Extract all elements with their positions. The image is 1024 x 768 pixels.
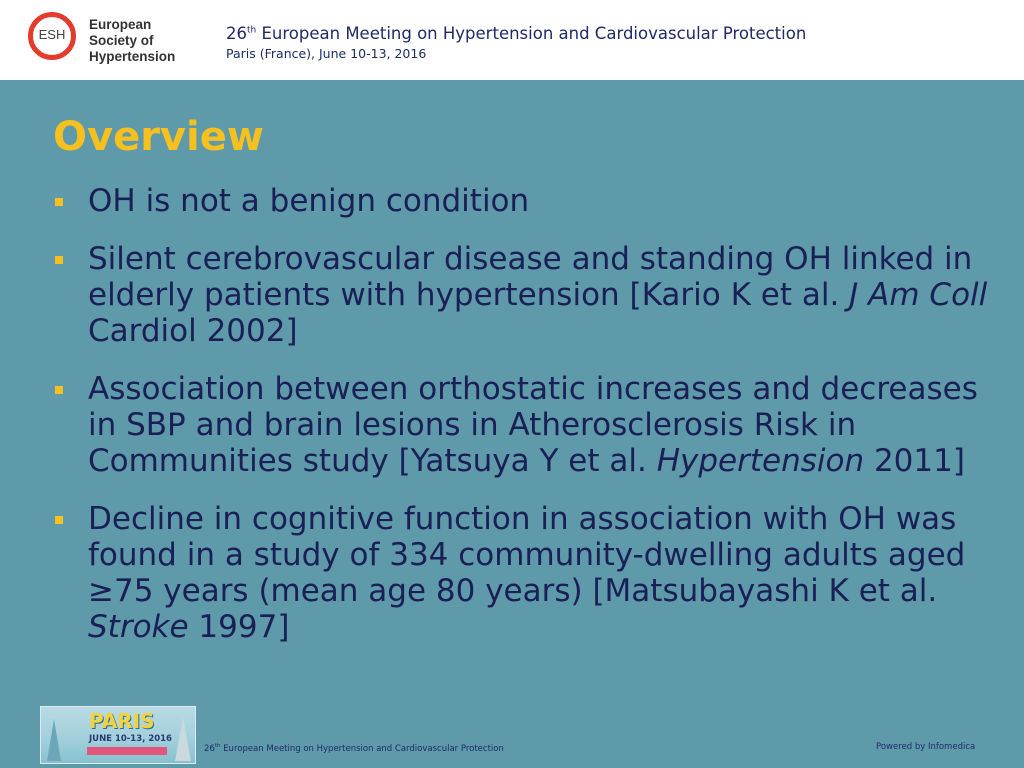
square-bullet-icon	[55, 198, 63, 206]
citation-journal: Hypertension	[656, 443, 865, 479]
paris-thumbnail-image	[40, 706, 196, 764]
citation-tail: 2011]	[864, 443, 965, 479]
esh-logo	[28, 12, 208, 72]
logo-name-line: European	[89, 17, 152, 32]
bullet-text: Decline in cognitive function in association with OH was found in a study of 334 community-dwelling adults aged ≥75 years (mean age 80 years) [Matsubayashi K et al.	[88, 501, 966, 609]
bullet-item	[52, 241, 1002, 349]
header-bar	[0, 0, 1024, 80]
esh-logo-name	[89, 17, 175, 65]
thumbnail-city: PARIS	[89, 709, 155, 733]
conference-location-date: Paris (France), June 10-13, 2016	[226, 46, 427, 61]
bullet-item	[52, 501, 1002, 645]
citation-tail: Cardiol 2002]	[88, 313, 298, 349]
citation-journal: J Am Coll	[849, 277, 988, 313]
logo-name-line: Hypertension	[89, 49, 176, 64]
bullet-text: Silent cerebrovascular disease and standing OH linked in elderly patients with hypertension [Kario K et al.	[88, 241, 973, 313]
conference-number: 26	[226, 24, 247, 43]
footer-conference-title	[204, 743, 504, 754]
thumbnail-dates: JUNE 10-13, 2016	[89, 734, 172, 744]
bullet-list	[52, 183, 1002, 667]
slide-title: Overview	[53, 114, 264, 160]
footer-conference-suffix: th	[214, 743, 221, 749]
square-bullet-icon	[55, 516, 63, 524]
bullet-text: OH is not a benign condition	[88, 183, 530, 219]
eiffel-tower-icon	[175, 717, 191, 761]
bullet-item	[52, 183, 1002, 219]
bullet-item	[52, 371, 1002, 479]
thumbnail-band	[87, 747, 167, 755]
footer-conference-number: 26	[204, 743, 215, 754]
logo-name-line: Society of	[89, 33, 154, 48]
powered-by: Powered by Infomedica	[876, 742, 976, 752]
monument-icon	[47, 719, 61, 761]
square-bullet-icon	[55, 386, 63, 394]
citation-tail: 1997]	[188, 609, 290, 645]
citation-journal: Stroke	[88, 609, 189, 645]
bullet-text: Association between orthostatic increases and decreases in SBP and brain lesions in Atherosclerosis Risk in Communities study [Yatsuya Y et al.	[88, 371, 978, 479]
conference-suffix: th	[247, 25, 257, 36]
conference-title	[226, 24, 806, 43]
square-bullet-icon	[55, 256, 63, 264]
footer-conference-title-text: European Meeting on Hypertension and Cardiovascular Protection	[223, 743, 504, 754]
conference-title-text: European Meeting on Hypertension and Cardiovascular Protection	[261, 24, 807, 43]
esh-logo-abbr: ESH	[38, 27, 66, 42]
